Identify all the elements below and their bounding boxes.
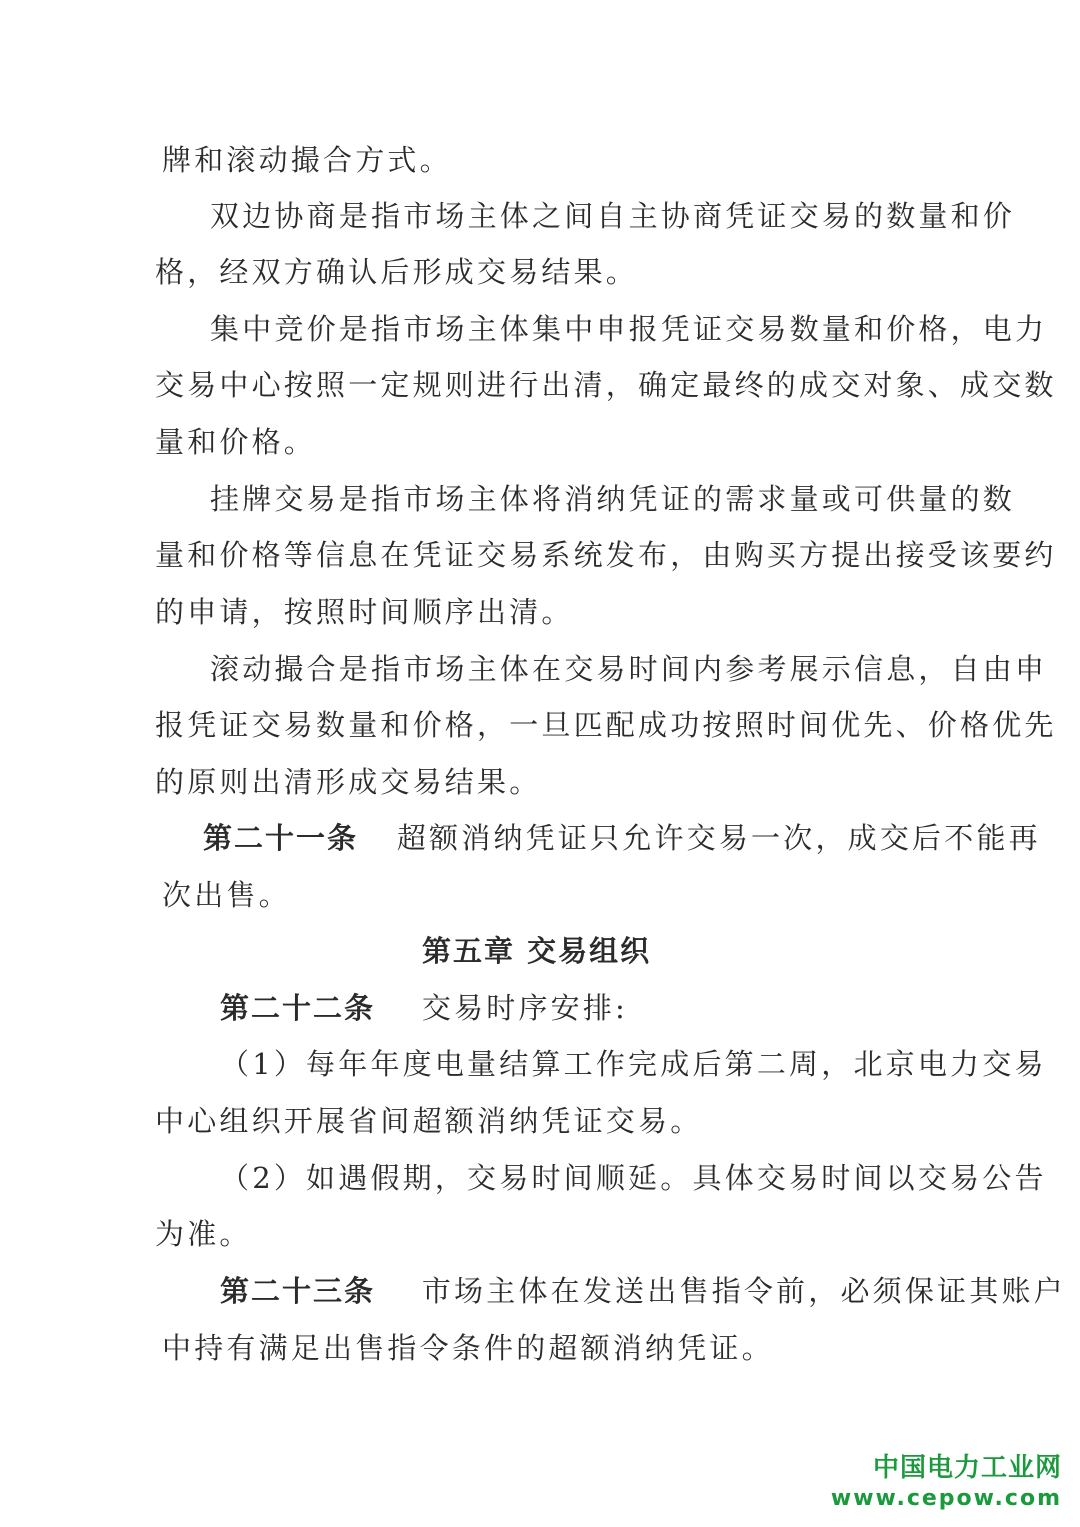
text-line: 为准。 [155,1217,252,1251]
list-item-2: （2）如遇假期，交易时间顺延。具体交易时间以交易公告 [220,1161,1047,1195]
paragraph-rolling-matching: 滚动撮合是指市场主体在交易时间内参考展示信息，自由申 [210,652,1048,686]
article-text: 超额消纳凭证只允许交易一次，成交后不能再 [396,821,1041,855]
text-line: 次出售。 [162,878,291,912]
watermark-site-name: 中国电力工业网 [872,1453,1062,1483]
site-watermark [831,1451,1062,1513]
text-line: 中心组织开展省间超额消纳凭证交易。 [155,1104,703,1138]
article-label: 第二十二条 [220,991,376,1025]
text-line: 报凭证交易数量和价格，一旦匹配成功按照时间优先、价格优先 [155,708,1057,742]
paragraph-listed-trading: 挂牌交易是指市场主体将消纳凭证的需求量或可供量的数 [210,482,1016,516]
text-line: 的申请，按照时间顺序出清。 [155,595,574,629]
article-label: 第二十三条 [220,1274,376,1308]
article-21 [203,820,1041,856]
article-22 [220,990,628,1026]
article-text: 市场主体在发送出售指令前，必须保证其账户 [421,1274,1066,1308]
text-line: 格，经双方确认后形成交易结果。 [155,255,639,289]
watermark-url: www.cepow.com [830,1486,1062,1511]
text-line: 量和价格等信息在凭证交易系统发布，由购买方提出接受该要约 [155,538,1057,572]
text-line: 量和价格。 [155,425,317,459]
article-label: 第二十一条 [203,821,359,855]
text-line: 中持有满足出售指令条件的超额消纳凭证。 [162,1331,774,1365]
text-line: 牌和滚动撮合方式。 [162,143,452,177]
paragraph-centralized-bidding: 集中竞价是指市场主体集中申报凭证交易数量和价格，电力 [210,312,1048,346]
article-23 [220,1273,1066,1309]
text-line: 的原则出清形成交易结果。 [155,765,542,799]
list-item-1: （1）每年年度电量结算工作完成后第二周，北京电力交易 [220,1047,1047,1081]
paragraph-bilateral-negotiation: 双边协商是指市场主体之间自主协商凭证交易的数量和价 [210,199,1016,233]
article-text: 交易时序安排: [421,991,629,1025]
text-line: 交易中心按照一定规则进行出清，确定最终的成交对象、成交数 [155,368,1057,402]
chapter-heading: 第五章 交易组织 [422,934,652,968]
